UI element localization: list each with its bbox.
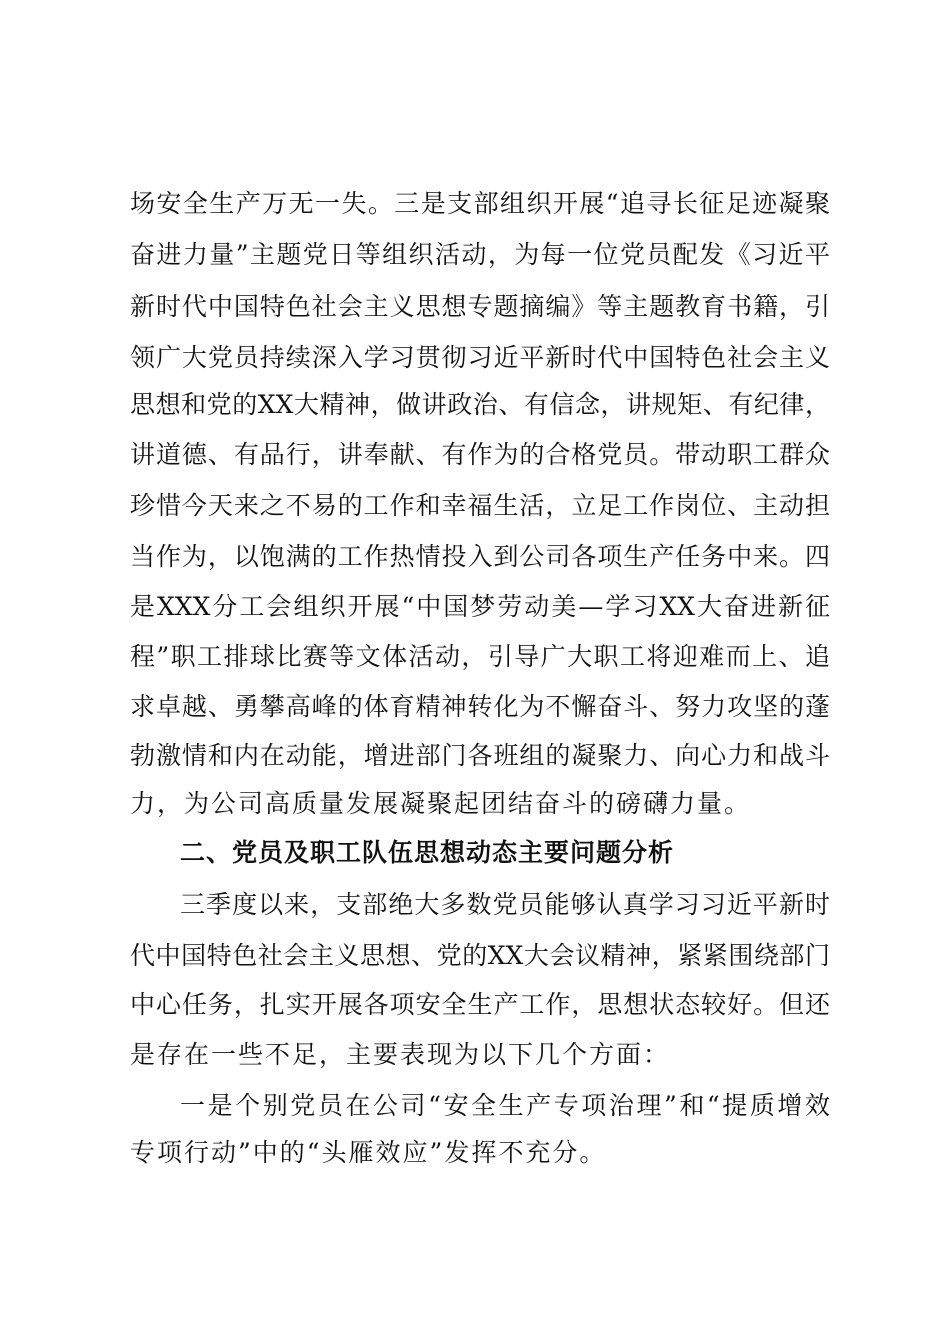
body-text-line: 新时代中国特色社会主义思想专题摘编》等主题教育书籍，引: [130, 292, 830, 321]
body-text-line: 代中国特色社会主义思想、党的XX大会议精神，紧紧围绕部门: [130, 941, 830, 970]
body-text-line: 程”职工排球比赛等文体活动，引导广大职工将迎难而上、追: [130, 642, 830, 671]
body-text-line: 一是个别党员在公司“安全生产专项治理”和“提质增效: [180, 1091, 830, 1120]
body-text-line: 求卓越、勇攀高峰的体育精神转化为不懈奋斗、努力攻坚的蓬: [130, 692, 830, 721]
body-text-line: 领广大党员持续深入学习贯彻习近平新时代中国特色社会主义: [130, 343, 830, 372]
body-text-line: 三季度以来，支部绝大多数党员能够认真学习习近平新时: [180, 890, 830, 919]
body-text-line: 是XXX分工会组织开展“中国梦劳动美—学习XX大奋进新征: [130, 592, 830, 621]
body-text-line: 力，为公司高质量发展凝聚起团结奋斗的磅礴力量。: [130, 789, 752, 818]
body-text-line: 奋进力量”主题党日等组织活动，为每一位党员配发《习近平: [130, 240, 830, 269]
body-text-line: 场安全生产万无一失。三是支部组织开展“追寻长征足迹凝聚: [130, 189, 830, 218]
body-text-line: 思想和党的XX大精神，做讲政治、有信念，讲规矩、有纪律，: [130, 390, 830, 419]
body-text-line: 勃激情和内在动能，增进部门各班组的凝聚力、向心力和战斗: [130, 741, 830, 770]
body-text-line: 专项行动”中的“头雁效应”发挥不充分。: [130, 1138, 607, 1167]
body-text-line: 中心任务，扎实开展各项安全生产工作，思想状态较好。但还: [130, 990, 830, 1019]
body-text-line: 珍惜今天来之不易的工作和幸福生活，立足工作岗位、主动担: [130, 491, 830, 520]
section-heading: 二、党员及职工队伍思想动态主要问题分析: [180, 838, 675, 867]
body-text-line: 讲道德、有品行，讲奉献、有作为的合格党员。带动职工群众: [130, 440, 830, 469]
body-text-line: 是存在一些不足，主要表现为以下几个方面：: [130, 1040, 671, 1069]
body-text-line: 当作为，以饱满的工作热情投入到公司各项生产任务中来。四: [130, 542, 830, 571]
